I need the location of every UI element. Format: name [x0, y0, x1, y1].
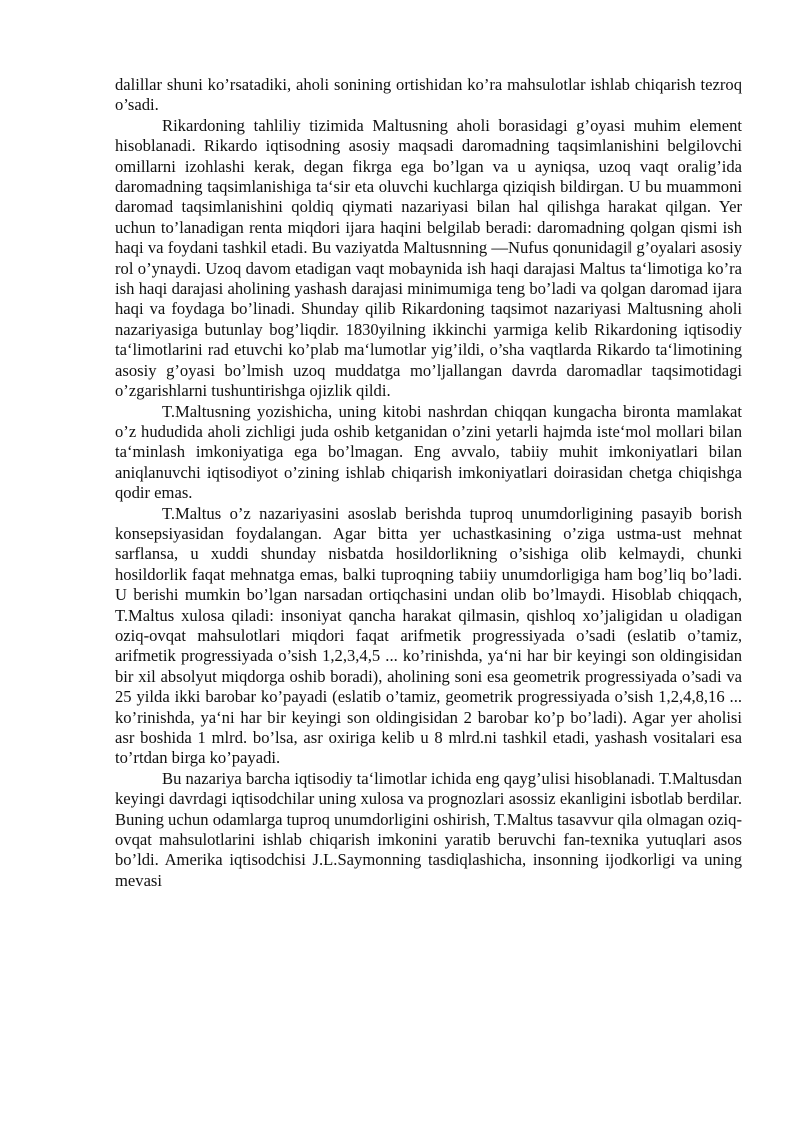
paragraph-soil-fertility: T.Maltus o’z nazariyasini asoslab berishda tuproq unumdorligining pasayib borish konsepsiyasidan foydalangan. Agar bitta yer uchastkasining o’ziga ustma-ust mehnat sarflansa, u xuddi shunday nisbatda hosildorlikning o’sishiga olib kelmaydi, chunki hosildorlik faqat mehnatga emas, balki tuproqning tabiiy unumdorligiga ham bog’liq bo’ladi. U berishi mumkin bo’lgan narsadan ortiqchasini undan olib bo’lmaydi. Hisoblab chiqqach, T.Maltus xulosa qiladi: insoniyat qancha harakat qilmasin, qishloq xo’jaligidan u oladigan oziq-ovqat mahsulotlari miqdori faqat arifmetik progressiyada o’sadi (eslatib o’tamiz, arifmetik progressiyada o’sish 1,2,3,4,5 ... ko’rinishda, ya‘ni har bir keyingi son oldingisidan bir xil absolyut miqdorga oshib boradi), aholining soni esa geometrik progressiyada o’sadi va 25 yilda ikki barobar ko’payadi (eslatib o’tamiz, geometrik progressiyada o’sish 1,2,4,8,16 ... ko’rinishda, ya‘ni har bir keyingi son oldingisidan 2 barobar ko’p bo’ladi). Agar yer aholisi asr boshida 1 mlrd. bo’lsa, asr oxiriga kelib u 8 mlrd.ni tashkil etadi, yashash vositalari esa to’rtdan birga ko’payadi.: [115, 503, 742, 768]
paragraph-rikardo-analysis: Rikardoning tahliliy tizimida Maltusning aholi borasidagi g’oyasi muhim element hisoblanadi. Rikardo iqtisodning asosiy maqsadi daromadning taqsimlanishini belgilovchi omillarni izohlashi kerak, degan fikrga ega bo’lgan va u ayniqsa, uzoq vaqt oralig’ida daromadning taqsimlanishiga ta‘sir eta oluvchi kuchlarga qiziqish bildirgan. U bu muammoni daromad taqsimlanishini qoldiq qiymati nazariyasi bilan hal qilishga harakat qilgan. Yer uchun to’lanadigan renta miqdori ijara haqini belgilab beradi: daromadning qolgan qismi ish haqi va foydani tashkil etadi. Bu vaziyatda Maltusnning ―Nufus qonunidagi‖ g’oyalari asosiy rol o’ynaydi. Uzoq davom etadigan vaqt mobaynida ish haqi darajasi Maltus ta‘limotiga ko’ra ish haqi darajasi aholining yashash darajasi minimumiga teng bo’ladi va qolgan daromad ijara haqi va foydaga bo’linadi. Shunday qilib Rikardoning taqsimot nazariyasi Maltusning aholi nazariyasiga butunlay bog’liqdir. 1830yilning ikkinchi yarmiga kelib Rikardoning iqtisodiy ta‘limotlarini rad etuvchi ko’plab ma‘lumotlar yig’ildi, o’sha vaqtlarda Rikardo ta‘limotining asosiy g’oyasi bo’lmish uzoq muddatga mo’ljallangan davrda daromadlar taqsimotidagi o’zgarishlarni tushuntirishga ojizlik qildi.: [115, 115, 742, 401]
document-page: [115, 75, 742, 891]
paragraph-theory-critique: Bu nazariya barcha iqtisodiy ta‘limotlar ichida eng qayg’ulisi hisoblanadi. T.Maltusdan keyingi davrdagi iqtisodchilar uning xulosa va prognozlari asossiz ekanligini isbotlab berdilar. Buning uchun odamlarga tuproq unumdorligini oshirish, T.Maltus tasavvur qila olmagan oziq-ovqat mahsulotlarini ishlab chiqarish imkonini yaratib beruvchi fan-texnika yutuqlari asos bo’ldi. Amerika iqtisodchisi J.L.Saymonning tasdiqlashicha, insonning ijodkorligi va uning mevasi: [115, 768, 742, 890]
paragraph-continuation: dalillar shuni ko’rsatadiki, aholi sonining ortishidan ko’ra mahsulotlar ishlab chiqarish tezroq o’sadi.: [115, 75, 742, 115]
paragraph-maltus-book: T.Maltusning yozishicha, uning kitobi nashrdan chiqqan kungacha bironta mamlakat o’z hududida aholi zichligi juda oshib ketganidan o’zini yetarli hajmda iste‘mol mollari bilan ta‘minlash imkoniyatiga ega bo’lmagan. Eng avvalo, tabiiy muhit imkoniyatlari bilan aniqlanuvchi iqtisodiyot o’zining ishlab chiqarish imkoniyatlari doirasidan chetga chiqishga qodir emas.: [115, 401, 742, 503]
